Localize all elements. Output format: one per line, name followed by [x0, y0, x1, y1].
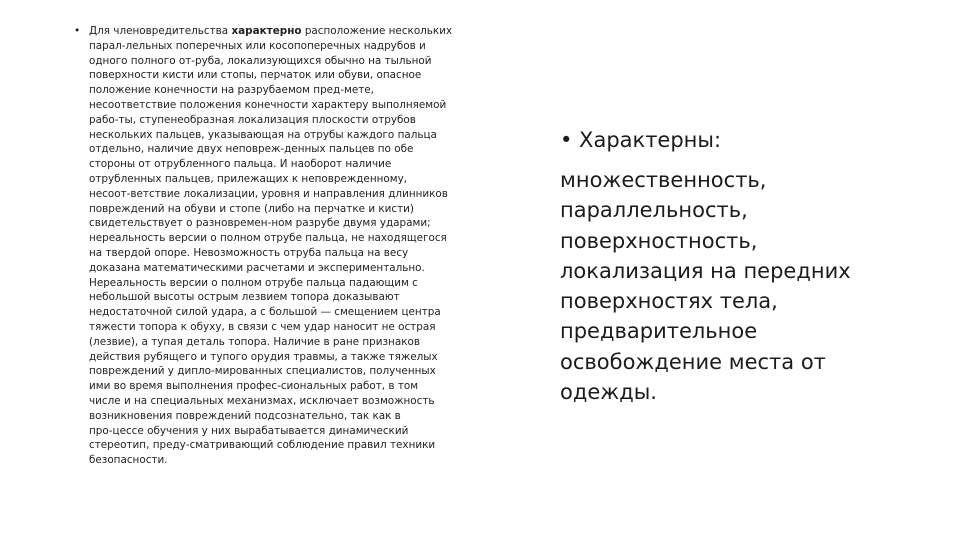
- left-text-line: [89, 128, 484, 143]
- right-list-line: параллельность,: [560, 198, 748, 223]
- left-text-line: [89, 83, 484, 98]
- text-segment: действия рубящего и тупого орудия травмы, а также тяжелых: [89, 350, 438, 363]
- right-text-block: [560, 125, 940, 407]
- left-text-line: [89, 216, 484, 231]
- text-segment: про-цессе обучения у них вырабатывается динамический: [89, 424, 409, 437]
- text-segment: свидетельствует о разновремен-ном разрубе двумя ударами;: [89, 217, 431, 230]
- text-segment: отдельно, наличие двух неповреж-денных пальцев по обе: [89, 143, 414, 156]
- text-segment: доказана математическими расчетами и экспериментально.: [89, 261, 425, 274]
- left-text-line: [89, 438, 484, 453]
- left-text-line: [89, 276, 484, 291]
- text-segment: расположение нескольких: [301, 25, 453, 37]
- right-list-line: локализация на передних: [560, 258, 851, 283]
- emphasized-text: характерно: [231, 25, 302, 37]
- left-text-line: [89, 290, 484, 305]
- text-segment: стороны от отрубленного пальца. И наоборот наличие: [89, 158, 392, 171]
- text-segment: повреждений на обуви и стопе (либо на перчатке и кисти): [89, 202, 414, 215]
- text-segment: Нереальность версии о полном отрубе пальца падающим с: [89, 276, 418, 289]
- right-list: [560, 165, 940, 407]
- text-segment: отрубленных пальцев, прилежащих к неповрежденному,: [89, 172, 408, 185]
- text-segment: несоответствие положения конечности характеру выполняемой: [89, 98, 447, 111]
- text-segment: нереальность версии о полном отрубе пальца, не находящегося: [89, 232, 447, 245]
- text-segment: одного полного от-руба, локализующихся обычно на тыльной: [89, 54, 432, 67]
- left-text-line: [89, 305, 484, 320]
- left-text-line: [89, 24, 484, 39]
- left-text-line: [89, 142, 484, 157]
- text-segment: поверхности кисти или стопы, перчаток или обуви, опасное: [89, 69, 422, 82]
- left-text-line: [89, 409, 484, 424]
- text-segment: ими во время выполнения профес-сиональных работ, в том: [89, 380, 419, 393]
- text-segment: (лезвие), а тупая деталь топора. Наличие в ране признаков: [89, 335, 420, 348]
- left-text-line: [89, 113, 484, 128]
- right-heading: • Характерны:: [560, 128, 722, 152]
- right-list-line: множественность,: [560, 168, 767, 192]
- left-text-line: [89, 424, 484, 439]
- text-segment: стереотип, преду-сматривающий соблюдение правил техники: [89, 439, 436, 452]
- text-segment: недостаточной силой удара, а с большой — смещением центра: [89, 306, 441, 319]
- left-text-line: [89, 172, 484, 187]
- text-segment: возникновения повреждений подсознательно, так как в: [89, 409, 401, 422]
- right-list-line: поверхностях тела,: [560, 289, 778, 314]
- left-text-line: [89, 187, 484, 202]
- left-text-line: [89, 453, 484, 468]
- right-list-line: одежды.: [560, 380, 657, 405]
- right-list-line: предварительное: [560, 319, 758, 344]
- bullet-icon: •: [74, 25, 81, 37]
- left-text-line: [89, 231, 484, 246]
- left-text-line: [89, 394, 484, 409]
- left-text-line: [89, 98, 484, 113]
- right-list-line: поверхностность,: [560, 228, 758, 253]
- left-text-line: [89, 39, 484, 54]
- left-text-line: [89, 350, 484, 365]
- right-list-line: освобождение места от: [560, 349, 826, 374]
- text-segment: Для членовредительства: [89, 25, 232, 37]
- left-text-line: [89, 68, 484, 83]
- text-segment: повреждений у дипло-мированных специалистов, полученных: [89, 365, 436, 378]
- text-segment: числе и на специальных механизмах, исключает возможность: [89, 394, 435, 407]
- left-text-line: [89, 157, 484, 172]
- text-segment: положение конечности на разрубаемом пред-мете,: [89, 84, 374, 97]
- text-segment: тяжести топора к обуху, в связи с чем удар наносит не острая: [89, 320, 436, 333]
- left-text-line: [89, 335, 484, 350]
- left-text-block: [74, 24, 484, 468]
- text-segment: рабо-ты, ступенеобразная локализация плоскости отрубов: [89, 113, 416, 126]
- left-text-line: [89, 379, 484, 394]
- left-text-line: [89, 246, 484, 261]
- left-text-line: [89, 261, 484, 276]
- left-text-line: [89, 320, 484, 335]
- text-segment: несоот-ветствие локализации, уровня и направления длинников: [89, 187, 448, 200]
- left-text-line: [89, 364, 484, 379]
- left-text-line: [89, 54, 484, 69]
- text-segment: на твердой опоре. Невозможность отруба пальца на весу: [89, 246, 409, 259]
- left-text-line: [89, 202, 484, 217]
- text-segment: парал-лельных поперечных или косопоперечных надрубов и: [89, 39, 426, 52]
- left-paragraph: [89, 24, 484, 468]
- text-segment: небольшой высоты острым лезвием топора доказывают: [89, 291, 400, 304]
- text-segment: нескольких пальцев, указывающая на отрубы каждого пальца: [89, 128, 437, 141]
- text-segment: безопасности.: [89, 454, 168, 467]
